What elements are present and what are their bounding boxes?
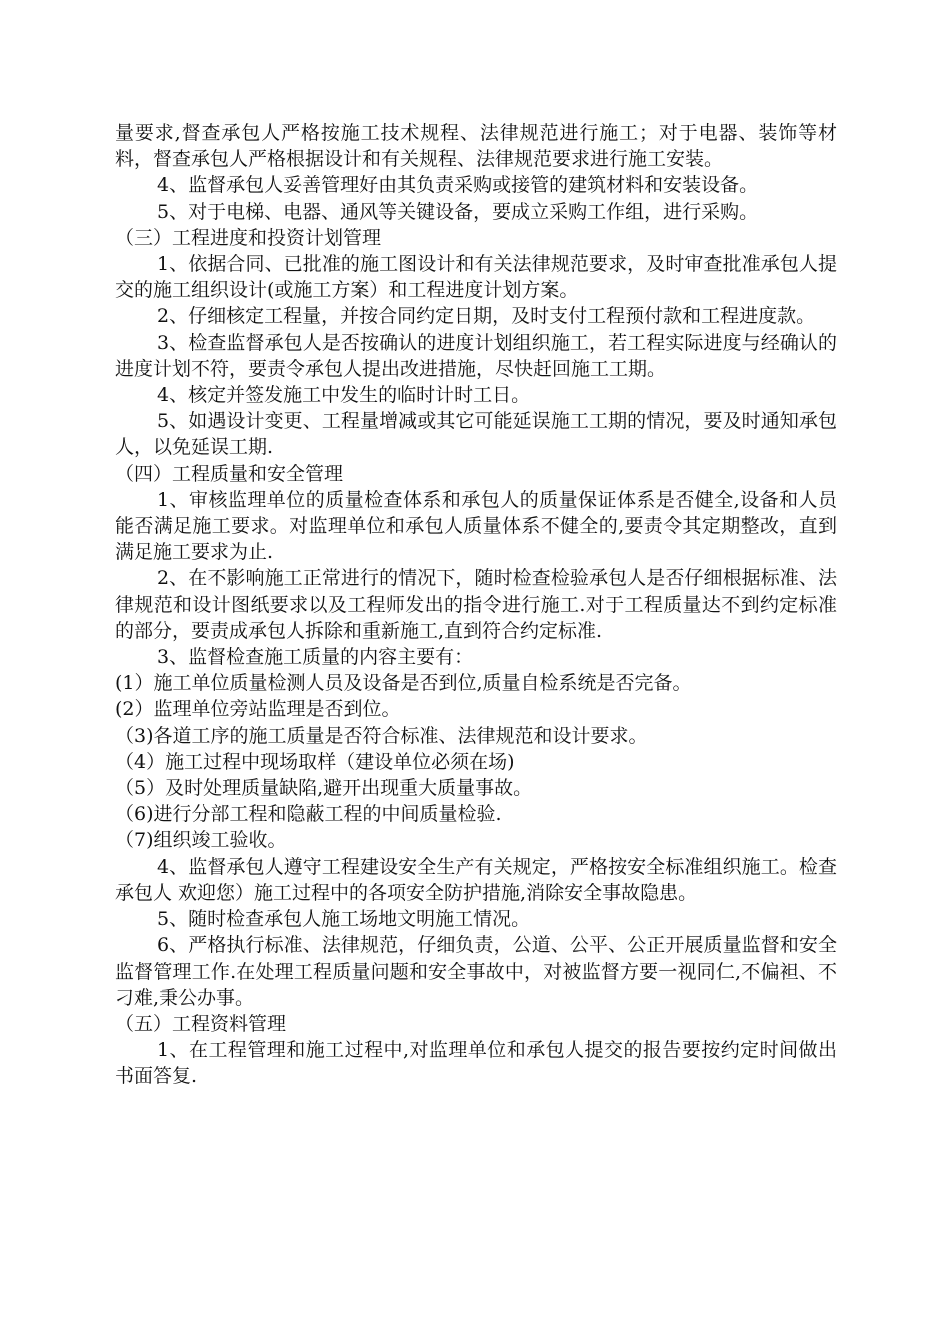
paragraph-item: 3、监督检查施工质量的内容主要有： — [157, 646, 474, 669]
section-heading-quality-safety: （四）工程质量和安全管理 — [115, 462, 344, 485]
paragraph-item: 4、监督承包人遵守工程建设安全生产有关规定，严格按安全标准组织施工。检查承包人 欢迎您）施工过程中的各项安全防护措施,消除安全事故隐患。 — [115, 855, 837, 904]
paragraph-item: 2、仔细核定工程量，并按合同约定日期，及时支付工程预付款和工程进度款。 — [157, 305, 816, 328]
sub-list-item: （5）及时处理质量缺陷,避开出现重大质量事故。 — [115, 777, 533, 800]
sub-list-item: （4）施工过程中现场取样（建设单位必须在场) — [115, 750, 515, 773]
paragraph-material-requirements: 量要求,督查承包人严格按施工技术规程、法律规范进行施工；对于电器、装饰等材料，督查承包人严格根据设计和有关规程、法律规范要求进行施工安装。 — [115, 122, 837, 171]
paragraph-item: 1、审核监理单位的质量检查体系和承包人的质量保证体系是否健全,设备和人员能否满足施工要求。对监理单位和承包人质量体系不健全的,要责令其定期整改，直到满足施工要求为止. — [115, 488, 837, 564]
paragraph-item: 1、在工程管理和施工过程中,对监理单位和承包人提交的报告要按约定时间做出书面答复. — [115, 1039, 837, 1088]
paragraph-item: 2、在不影响施工正常进行的情况下，随时检查检验承包人是否仔细根据标准、法律规范和设计图纸要求以及工程师发出的指令进行施工.对于工程质量达不到约定标准的部分，要责成承包人拆除和重新施工,直到符合约定标准. — [115, 567, 837, 642]
document-page — [115, 120, 837, 1090]
paragraph-item: 5、对于电梯、电器、通风等关键设备，要成立采购工作组，进行采购。 — [157, 200, 759, 223]
paragraph-item: 5、如遇设计变更、工程量增减或其它可能延误施工工期的情况，要及时通知承包人，以免延误工期. — [115, 410, 837, 459]
paragraph-item: 1、依据合同、已批准的施工图设计和有关法律规范要求，及时审查批准承包人提交的施工组织设计(或施工方案）和工程进度计划方案。 — [115, 253, 837, 302]
sub-list-item: （6)进行分部工程和隐蔽工程的中间质量检验. — [115, 803, 502, 826]
sub-list-item: （7)组织竣工验收。 — [115, 829, 287, 852]
paragraph-item: 5、随时检查承包人施工场地文明施工情况。 — [157, 908, 531, 931]
sub-list-item: (2）监理单位旁站监理是否到位。 — [115, 698, 401, 721]
sub-list-item: (1）施工单位质量检测人员及设备是否到位,质量自检系统是否完备。 — [115, 672, 692, 695]
paragraph-item: 4、核定并签发施工中发生的临时计时工日。 — [157, 384, 531, 407]
paragraph-item: 6、严格执行标准、法律规范，仔细负责，公道、公平、公正开展质量监督和安全监督管理工作.在处理工程质量问题和安全事故中，对被监督方要一视同仁,不偏袒、不刁难,秉公办事。 — [115, 934, 837, 1009]
section-heading-progress: （三）工程进度和投资计划管理 — [115, 226, 382, 249]
sub-list-item: （3)各道工序的施工质量是否符合标准、法律规范和设计要求。 — [115, 724, 648, 747]
paragraph-item: 3、检查监督承包人是否按确认的进度计划组织施工，若工程实际进度与经确认的进度计划不符，要责令承包人提出改进措施，尽快赶回施工工期。 — [115, 331, 837, 380]
paragraph-item: 4、监督承包人妥善管理好由其负责采购或接管的建筑材料和安装设备。 — [157, 174, 759, 197]
section-heading-records: （五）工程资料管理 — [115, 1012, 287, 1035]
